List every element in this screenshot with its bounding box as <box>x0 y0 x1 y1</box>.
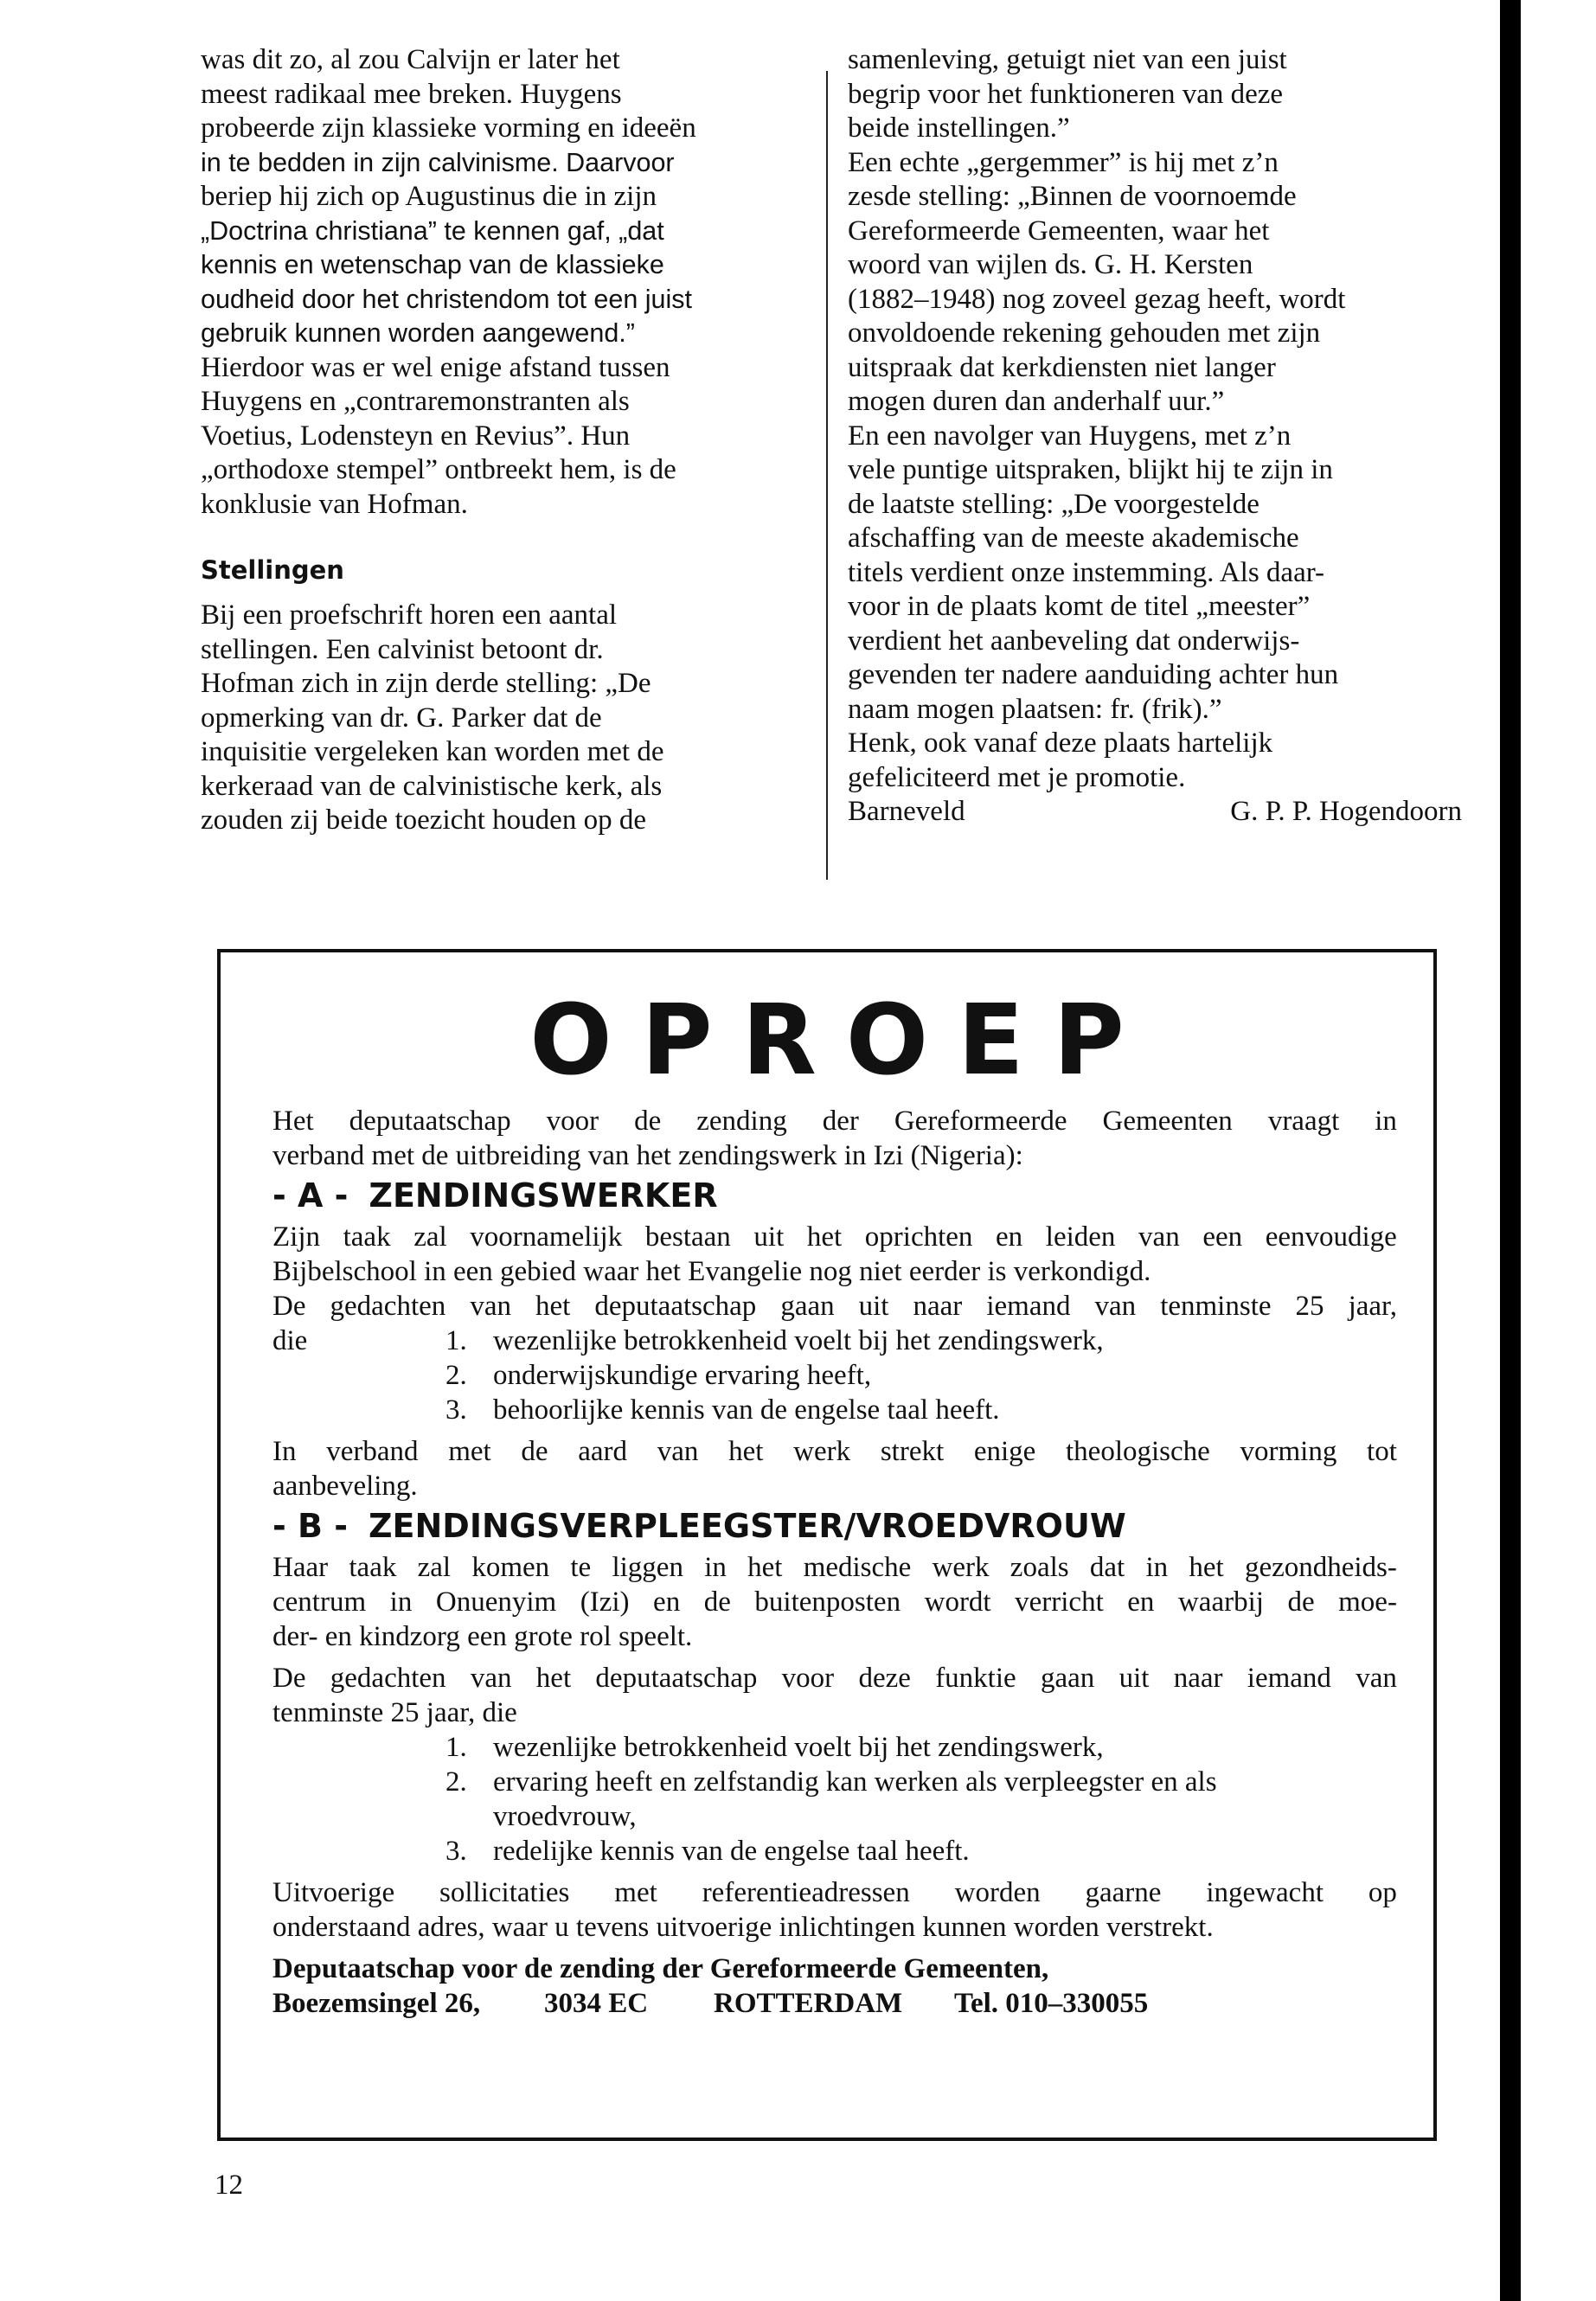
text-line: vele puntige uitspraken, blijkt hij te zijn in <box>848 454 1333 485</box>
word: funktie <box>935 1663 1016 1694</box>
list-text: ervaring heeft en zelfstandig kan werken als verpleegster en als <box>493 1766 1217 1798</box>
word: voornamelijk <box>470 1221 623 1253</box>
text-line: de laatste stelling: „De voorgestelde <box>848 488 1259 520</box>
text-line: Henk, ook vanaf deze plaats hartelijk <box>848 727 1273 759</box>
list-text: wezenlijke betrokkenheid voelt bij het zendingswerk, <box>493 1325 1104 1356</box>
word: het <box>1189 1552 1224 1583</box>
word: zal <box>413 1221 447 1253</box>
word: ingewacht <box>1206 1877 1324 1908</box>
list-item <box>272 1730 1397 1765</box>
text-line: voor in de plaats komt de titel „meester” <box>848 591 1311 622</box>
word: gaarne <box>1085 1877 1162 1908</box>
text-line: beide instellingen.” <box>848 112 1070 144</box>
text-line: titels verdient onze instemming. Als daar- <box>848 556 1325 588</box>
list-number: 3. <box>445 1394 467 1426</box>
word: eenvoudige <box>1265 1221 1397 1253</box>
text-line: samenleving, getuigt niet van een juist <box>848 44 1287 75</box>
word: voor <box>546 1106 599 1137</box>
section-b-text-line <box>272 1661 1397 1695</box>
list-text: wezenlijke betrokkenheid voelt bij het zendingswerk, <box>493 1732 1104 1763</box>
word: van <box>470 1663 512 1694</box>
text-line: Gereformeerde Gemeenten, waar het <box>848 215 1270 247</box>
word: zal <box>417 1552 452 1583</box>
left-column <box>201 43 696 838</box>
word: de <box>521 1436 548 1467</box>
word: sollicitaties <box>439 1877 570 1908</box>
section-b-text-line <box>272 1550 1397 1585</box>
list-item <box>272 1765 1397 1799</box>
section-a-text-line <box>272 1220 1397 1254</box>
word: gedachten <box>330 1291 446 1322</box>
text-line: oudheid door het christendom tot een juist <box>201 284 693 314</box>
contact-phone: Tel. 010–330055 <box>954 1988 1149 2019</box>
word: Uitvoerige <box>272 1877 395 1908</box>
text-line: opmerking van dr. G. Parker dat de <box>201 702 602 734</box>
list-number: 3. <box>445 1836 467 1867</box>
text-line: begrip voor het funktioneren van deze <box>848 78 1284 110</box>
text-line: mogen duren dan anderhalf uur.” <box>848 386 1225 417</box>
word: Het <box>272 1106 314 1137</box>
word: gezondheids- <box>1244 1552 1397 1583</box>
text-line: verdient het aanbeveling dat onderwijs- <box>848 625 1300 657</box>
word: naar <box>913 1291 963 1322</box>
text-line: zouden zij beide toezicht houden op de <box>201 804 646 836</box>
text-line: meest radikaal mee breken. Huygens <box>201 78 622 110</box>
word: komen <box>471 1552 550 1583</box>
list-item <box>272 1393 1397 1427</box>
word: het <box>747 1552 783 1583</box>
notice-intro-line: verband met de uitbreiding van het zendingswerk in Izi (Nigeria): <box>272 1140 1023 1171</box>
text-line: was dit zo, al zou Calvijn er later het <box>201 44 620 75</box>
text-line: Voetius, Lodensteyn en Revius”. Hun <box>201 420 631 452</box>
notice-body <box>272 1104 1397 2021</box>
right-column <box>848 43 1462 830</box>
text-line: probeerde zijn klassieke vorming en ideeën <box>201 112 696 144</box>
word: uit <box>1118 1663 1150 1694</box>
text-line: Een echte „gergemmer” is hij met z’n <box>848 146 1279 178</box>
contact-block <box>272 1952 1397 2021</box>
text-line: Hierdoor was er wel enige afstand tussen <box>201 351 670 383</box>
text-line: kennis en wetenschap van de klassieke <box>201 250 664 279</box>
word: Onuenyim <box>435 1586 557 1618</box>
word: uit <box>858 1291 889 1322</box>
word: in <box>1375 1106 1397 1137</box>
signature-row <box>848 795 1462 830</box>
word: theologische <box>1066 1436 1210 1467</box>
section-b-title: ZENDINGSVERPLEEGSTER/VROEDVROUW <box>368 1507 1126 1545</box>
word: De <box>272 1291 306 1322</box>
word: en <box>653 1586 681 1618</box>
word: uit <box>753 1221 785 1253</box>
text-line: gefeliciteerd met je promotie. <box>848 761 1186 793</box>
section-b-text-line: tenminste 25 jaar, die <box>272 1697 517 1728</box>
word: iemand <box>986 1291 1071 1322</box>
text-line: kerkeraad van de calvinistische kerk, als <box>201 770 663 802</box>
page-number: 12 <box>215 2170 243 2201</box>
word: werk <box>793 1436 851 1467</box>
section-a-title: ZENDINGSWERKER <box>369 1176 718 1215</box>
list-text-continuation: vroedvrouw, <box>493 1801 637 1832</box>
word: verband <box>326 1436 419 1467</box>
word: taak <box>349 1552 397 1583</box>
word: medische <box>803 1552 912 1583</box>
contact-postcode: 3034 EC <box>544 1988 649 2019</box>
column-divider <box>826 71 828 880</box>
section-b-heading <box>272 1505 1397 1547</box>
word: van <box>1138 1221 1180 1253</box>
word: tot <box>1367 1436 1397 1467</box>
list-item <box>272 1324 1397 1358</box>
list-number: 2. <box>445 1766 467 1798</box>
list-lead: die <box>272 1325 308 1356</box>
word: deputaatschap <box>594 1291 757 1322</box>
word: iemand <box>1247 1663 1331 1694</box>
word: in <box>389 1586 413 1618</box>
word: een <box>1202 1221 1243 1253</box>
contact-address <box>272 1986 1397 2021</box>
text-line: (1882–1948) nog zoveel gezag heeft, wordt <box>848 283 1346 315</box>
section-a-text-line: aanbeveling. <box>272 1471 418 1502</box>
section-a-heading <box>272 1175 1397 1216</box>
word: dat <box>1089 1552 1125 1583</box>
word: deze <box>858 1663 911 1694</box>
word: (Izi) <box>580 1586 630 1618</box>
word: met <box>448 1436 491 1467</box>
word: van <box>657 1436 699 1467</box>
text-line: uitspraak dat kerkdiensten niet langer <box>848 351 1276 383</box>
word: met <box>614 1877 657 1908</box>
word: Gemeenten <box>1102 1106 1233 1137</box>
word: strekt <box>880 1436 945 1467</box>
word: der <box>822 1106 859 1137</box>
word: het <box>535 1291 571 1322</box>
text-line: „orthodoxe stempel” ontbreekt hem, is de <box>201 454 676 485</box>
text-line: inquisitie vergeleken kan worden met de <box>201 736 664 767</box>
word: de <box>1287 1586 1315 1618</box>
list-text: redelijke kennis van de engelse taal heeft. <box>493 1836 970 1867</box>
text-line: konklusie van Hofman. <box>201 488 468 520</box>
word: zending <box>696 1106 787 1137</box>
text-line: gevenden ter nadere aanduiding achter hun <box>848 659 1339 690</box>
word: In <box>272 1436 297 1467</box>
section-heading: Stellingen <box>201 555 344 585</box>
word: de <box>634 1106 662 1137</box>
word: verricht <box>1015 1586 1104 1618</box>
contact-city: ROTTERDAM <box>714 1988 903 2019</box>
word: het <box>535 1663 572 1694</box>
word: Zijn <box>272 1221 320 1253</box>
notice-intro-line <box>272 1104 1397 1138</box>
word: de <box>703 1586 731 1618</box>
section-a-tag: - A - <box>272 1176 349 1215</box>
text-line: Bij een proefschrift horen een aantal <box>201 599 618 631</box>
section-b-tag: - B - <box>272 1507 348 1545</box>
list-number: 2. <box>445 1360 467 1391</box>
text-line: stellingen. Een calvinist betoont dr. <box>201 633 604 665</box>
list-number: 1. <box>445 1325 467 1356</box>
word: gedachten <box>330 1663 446 1694</box>
word: referentieadressen <box>702 1877 910 1908</box>
signature-name: G. P. P. Hogendoorn <box>1230 796 1462 827</box>
word: bestaan <box>644 1221 731 1253</box>
word: enige <box>973 1436 1036 1467</box>
word: De <box>272 1663 306 1694</box>
word: worden <box>954 1877 1041 1908</box>
text-line: in te bedden in zijn calvinisme. Daarvoor <box>201 147 675 177</box>
word: jaar, <box>1348 1291 1397 1322</box>
word: Gereformeerde <box>894 1106 1067 1137</box>
text-line: beriep hij zich op Augustinus die in zijn <box>201 181 657 212</box>
word: in <box>704 1552 727 1583</box>
section-b-text-line: der- en kindzorg een grote rol speelt. <box>272 1621 693 1652</box>
text-line: zesde stelling: „Binnen de voornoemde <box>848 181 1297 212</box>
word: op <box>1368 1877 1397 1908</box>
text-line: Hofman zich in zijn derde stelling: „De <box>201 668 651 699</box>
word: deputaatschap <box>595 1663 758 1694</box>
text-line: woord van wijlen ds. G. H. Kersten <box>848 249 1253 280</box>
notice-title: OPROEP <box>529 984 1154 1097</box>
word: gaan <box>1040 1663 1095 1694</box>
list-text: behoorlijke kennis van de engelse taal heeft. <box>493 1394 1000 1426</box>
word: het <box>806 1221 843 1253</box>
word: vraagt <box>1267 1106 1340 1137</box>
list-number: 1. <box>445 1732 467 1763</box>
word: van <box>1094 1291 1137 1322</box>
word: van <box>470 1291 511 1322</box>
word: zoals <box>1010 1552 1069 1583</box>
contact-org: Deputaatschap voor de zending der Gereformeerde Gemeenten, <box>272 1953 1049 1984</box>
word: vorming <box>1240 1436 1337 1467</box>
word: in <box>1145 1552 1169 1583</box>
signature-place: Barneveld <box>848 796 965 827</box>
section-a-text-line <box>272 1289 1397 1324</box>
section-a-text-line <box>272 1434 1397 1469</box>
word: en <box>996 1221 1023 1253</box>
word: wordt <box>924 1586 991 1618</box>
word: te <box>570 1552 592 1583</box>
word: aard <box>578 1436 628 1467</box>
word: 25 <box>1295 1291 1324 1322</box>
word: voor <box>781 1663 835 1694</box>
section-b-text-line <box>272 1585 1397 1619</box>
word: deputaatschap <box>349 1106 511 1137</box>
word: Haar <box>272 1552 329 1583</box>
notice-box <box>217 949 1437 2141</box>
text-line: gebruik kunnen worden aangewend.” <box>201 318 635 348</box>
word: van <box>1356 1663 1397 1694</box>
word: gaan <box>780 1291 835 1322</box>
word: moe- <box>1338 1586 1397 1618</box>
contact-street: Boezemsingel 26, <box>272 1988 481 2019</box>
closing-line: onderstaand adres, waar u tevens uitvoerige inlichtingen kunnen worden verstrekt. <box>272 1912 1214 1943</box>
text-line: afschaffing van de meeste akademische <box>848 522 1299 554</box>
word: oprichten <box>864 1221 973 1253</box>
word: het <box>728 1436 764 1467</box>
text-line: „Doctrina christiana” te kennen gaf, „dat <box>201 215 664 246</box>
page-edge-shadow <box>1500 0 1521 2301</box>
list-item <box>272 1834 1397 1868</box>
text-line: naam mogen plaatsen: fr. (frik).” <box>848 693 1222 725</box>
word: waarbij <box>1177 1586 1264 1618</box>
word: naar <box>1173 1663 1223 1694</box>
text-line: Huygens en „contraremonstranten als <box>201 386 630 417</box>
list-item <box>272 1358 1397 1393</box>
section-a-text-line: Bijbelschool in een gebied waar het Evangelie nog niet eerder is verkondigd. <box>272 1256 1151 1287</box>
text-line: En een navolger van Huygens, met z’n <box>848 420 1292 452</box>
word: taak <box>343 1221 391 1253</box>
closing-line <box>272 1875 1397 1910</box>
word: liggen <box>612 1552 683 1583</box>
text-line: onvoldoende rekening gehouden met zijn <box>848 317 1321 349</box>
word: leiden <box>1045 1221 1116 1253</box>
word: centrum <box>272 1586 367 1618</box>
list-text: onderwijskundige ervaring heeft, <box>493 1360 872 1391</box>
word: buitenposten <box>754 1586 901 1618</box>
word: tenminste <box>1160 1291 1272 1322</box>
word: werk <box>932 1552 990 1583</box>
word: en <box>1127 1586 1155 1618</box>
